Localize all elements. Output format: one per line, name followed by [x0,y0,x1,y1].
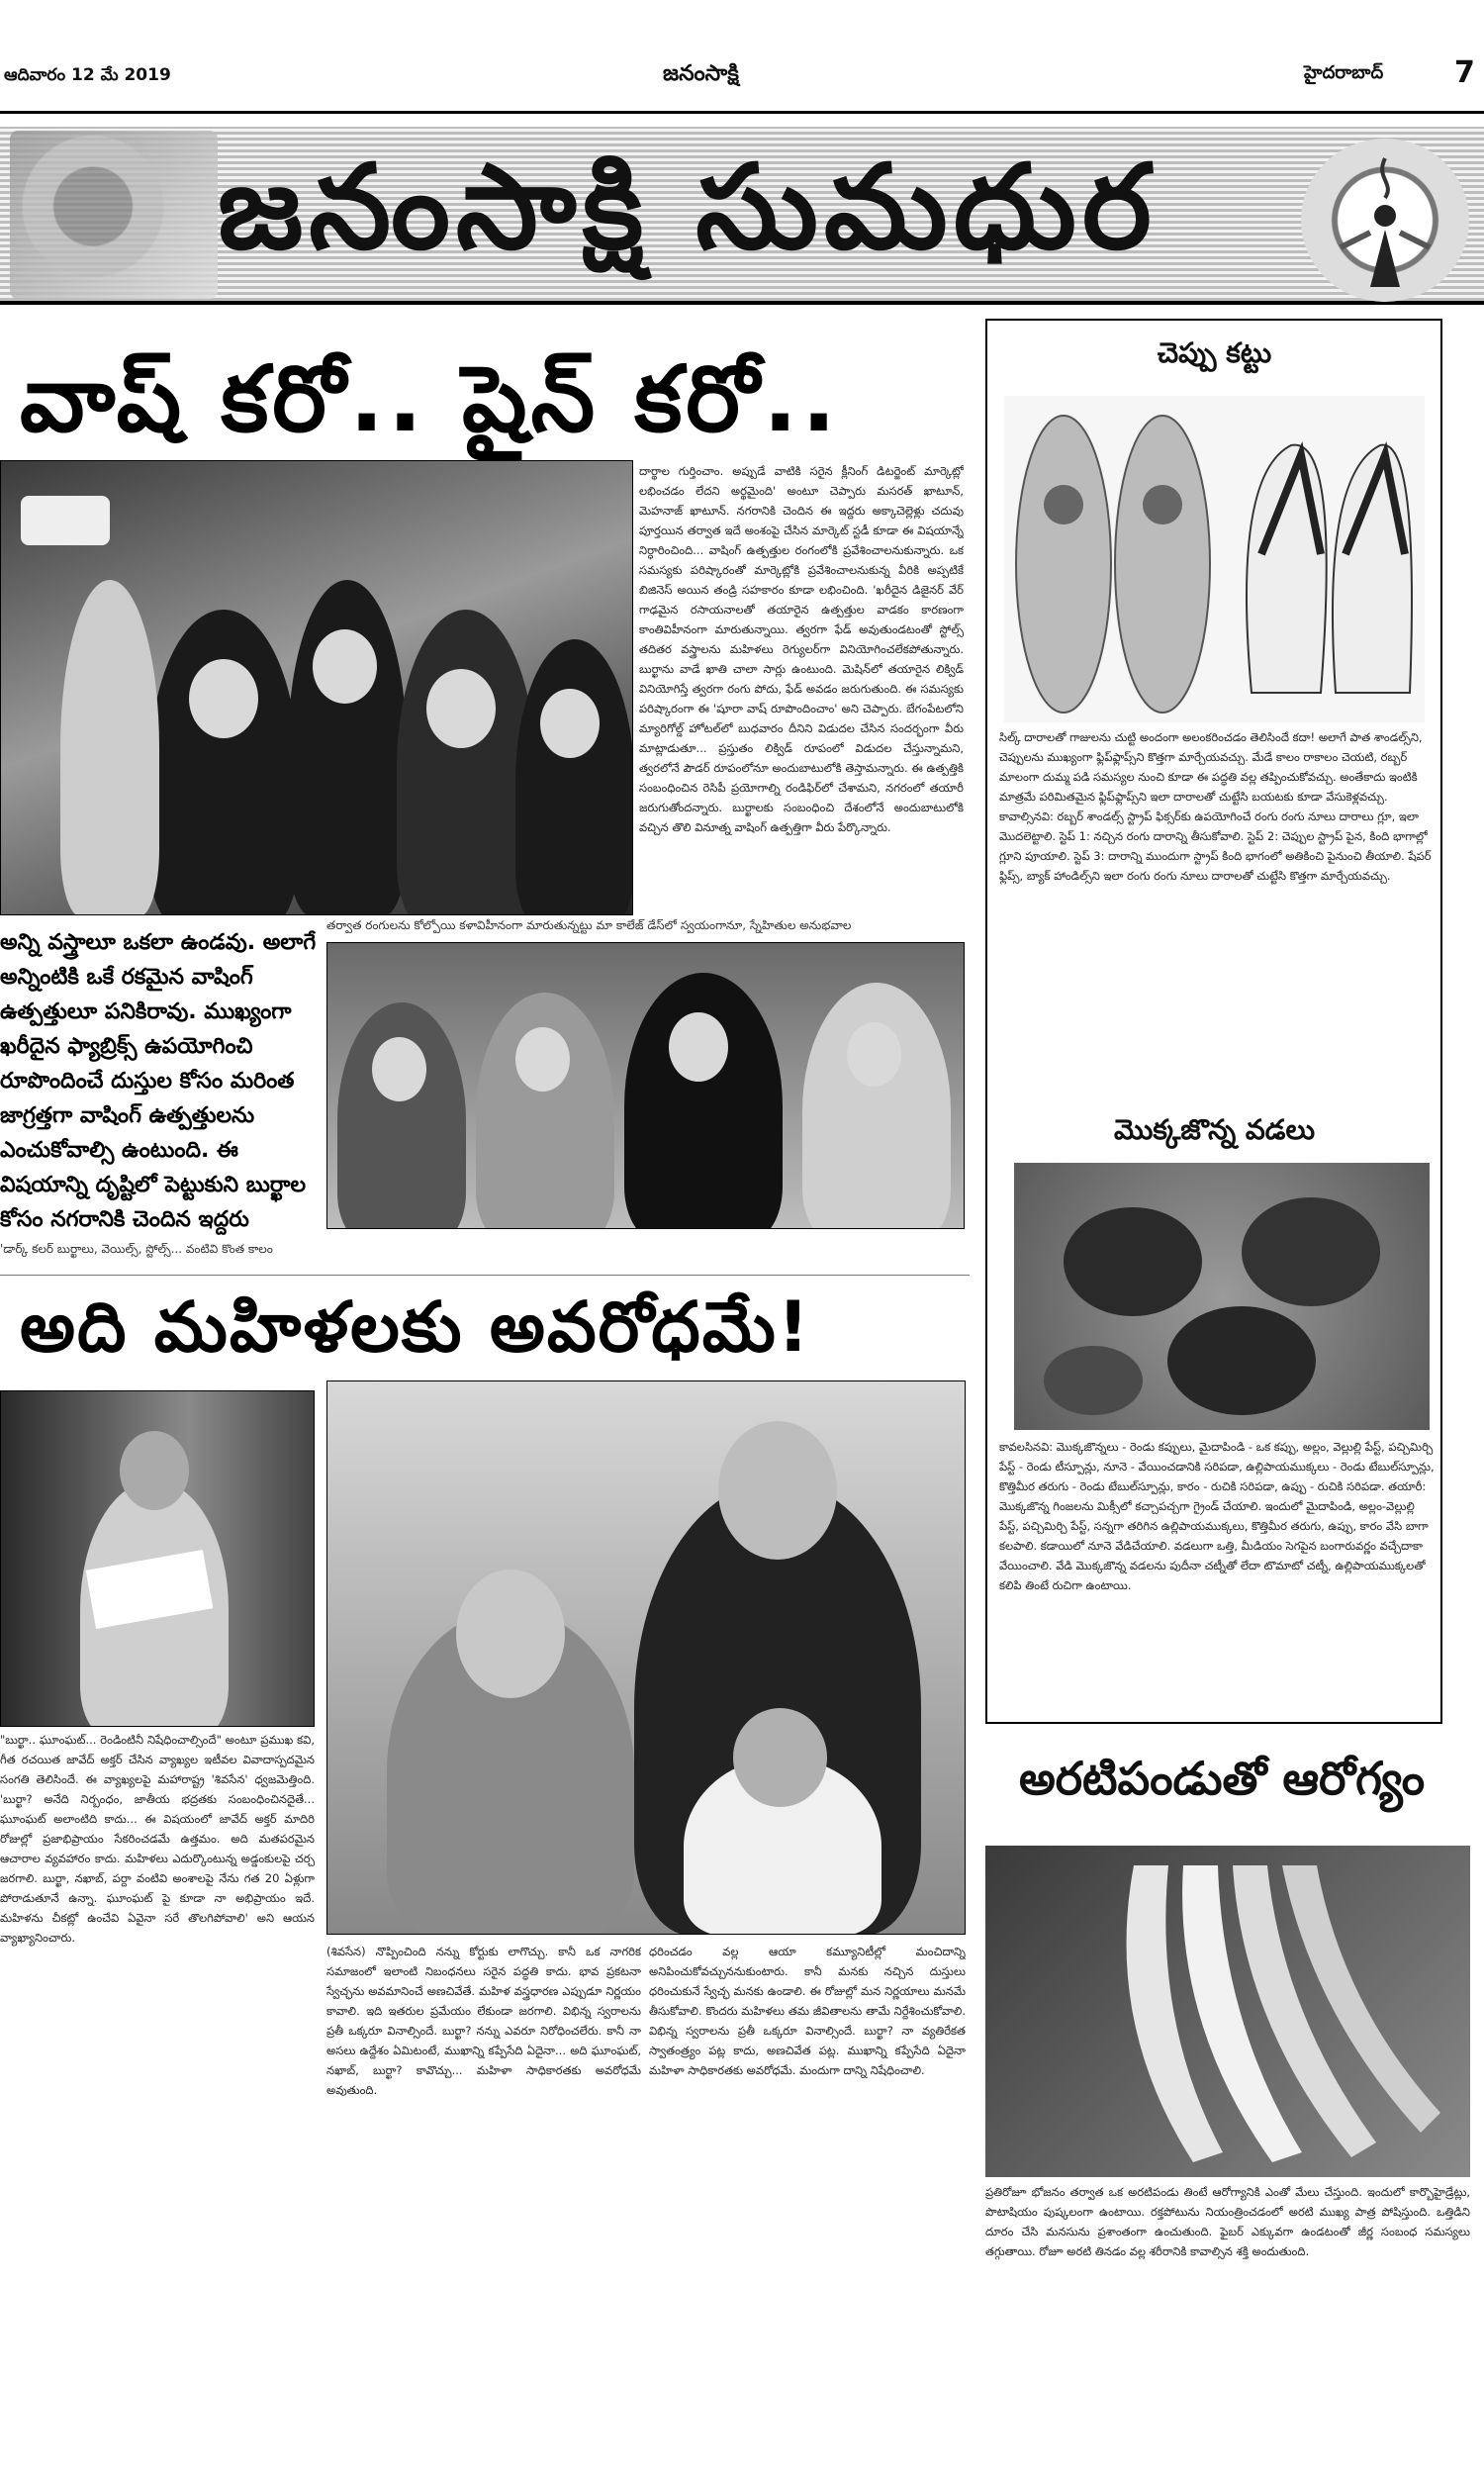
section-title: జనంసాక్షి సుమధుర [218,139,1158,275]
sidebar-title-banana: అరటిపండుతో ఆరోగ్యం [1018,1752,1426,1805]
story2-body-col3: ధరించడం వల్ల ఆయా కమ్యూనిటీల్లో మంచిదాన్ని అనిపించుకోవచ్చుననుకుంటారు. కానీ మనకు నచ్చిన దుస్తులు ధరించుకునే స్వేచ్ఛ మనకు ఉండాలి. ఈ రోజుల్లో మన నిర్ణయాలు మనమే తీసుకోవాలి. కొందరు మహిళలు తమ జీవితాలను తామే నిర్దేశించుకోవాలి. విభిన్న స్వరాలను ప్రతీ ఒక్కరూ వినాల్సిందే. బుర్ఖా? నా వ్యతిరేకత స్వాతంత్ర్యం పట్ల కాదు, అణచివేత పట్ల. ముఖాన్ని కప్పేసేది ఏదైనా మహిళా సాధికారతకు అవరోధమే. మందుగా దాన్ని నిషేధించాలి. [649,1945,966,2077]
selfie-group-photo [0,460,633,915]
sandals-photo [1004,396,1425,722]
corn-vada-photo [1014,1163,1430,1430]
sidebar-title-vada: మొక్కజొన్న వడలు [1113,1113,1316,1146]
story1-caption: తర్వాత రంగులను కోల్పోయి కళావిహీనంగా మారుతున్నట్టు మా కాలేజ్ డేస్‌లో స్వయంగానూ, స్నేహితుల అనుభవాల [326,918,852,932]
story1-lead: అన్ని వస్త్రాలూ ఒకలా ఉండవు. అలాగే అన్నింటికి ఒకే రకమైన వాషింగ్ ఉత్పత్తులూ పనికిరావు. ముఖ్యంగా ఖరీదైన ఫ్యాబ్రిక్స్ ఉపయోగించి రూపొందించే దుస్తుల కోసం మరింత జాగ్రత్తగా వాషింగ్ ఉత్పత్తులను ఎంచుకోవాల్సి ఉంటుంది. ఈ విషయాన్ని దృష్టిలో పెట్టుకుని బుర్ఖాల కోసం నగరానికి చెందిన ఇద్దరు [0,930,317,1232]
story-divider [0,1275,970,1276]
story1-body-col1: దార్థాల గుర్తించాం. అప్పుడే వాటికి సరైన క్లీనింగ్ డిటర్జెంట్ మార్కెట్లో లభించడం లేదని అర్థమైంది' అంటూ చెప్పారు మసరత్ ఖాటూన్, మెహనాజ్ ఖాటూన్. నగరానికి చెందిన ఈ ఇద్దరు అక్కాచెల్లెళ్లు చదువు పూర్తయిన తర్వాత ఇదే అంశంపై చేసిన మార్కెట్ స్టడీ కూడా ఈ విషయాన్నే నిర్ధారించింది... వాషింగ్ ఉత్పత్తుల రంగంలోకి ప్రవేశించాలనుకున్నారు. ఒక సమస్యకు పరిష్కారంతో మార్కెట్లోకి ప్రవేశించాలనుకున్న వీరికి అప్పటికే బిజినెస్ అయిన తండ్రి సహకారం కూడా లభించింది. 'ఖరీదైన డిజైనర్ వేర్ గాఢమైన రసాయనాలతో తయారైన ఉత్పత్తుల వాడకం కారణంగా కాంతివిహీనంగా మారుతున్నాయి. త్వరగా ఫేడ్ అవుతుండటంతో స్టోల్స్ తదితర వస్త్రాలను మహిళలు రెగ్యులర్‌గా వినియోగించలేకపోతున్నారు. బుర్ఖాను వాడే ఖాతి చాలా సార్లు ఉంటుంది. మెషిన్‌లో తయారైన లిక్విడ్ వినియోగిస్తే త్వరగా రంగు పోదు, ఫేడ్ అవడం జరుగుతుంది. ఈ సమస్యకు పరిష్కారంగా ఈ 'షూరా వాష్ రూపొందించాం' అని చెప్పారు. బేగంపేటలోని మ్యారిగోల్డ్ హోటల్‌లో బుధవారం దీనిని విడుదల చేసిన సందర్భంగా వీరు మాట్లాడుతూ... ప్రస్తుతం లిక్విడ్ రూపంలో విడుదల చేస్తున్నామని, త్వరలోనే పౌడర్ రూపంలోనూ అందుబాటులోకి తెస్తామన్నారు. ఈ ఉత్పత్తికి సంబంధించిన రెసిపీ ప్రయోగాల్ని రండిఫిర్‌లో చేశామని, నగరంలో తయారీ జరుగుతోందన్నారు. బుర్ఖాలకు సంబంధించి దేశంలోనే అందుబాటులోకి వచ్చిన తొలి వినూత్న వాషింగ్ ఉత్పత్తిగా వీరు పేర్కొన్నారు. [639,464,964,834]
vada-recipe-text: కావలసినవి: మొక్కజొన్నలు - రెండు కప్పులు, మైదాపిండి - ఒక కప్పు, అల్లం, వెల్లుల్లి పేస్ట్, పచ్చిమిర్చి పేస్ట్ - రెండు టీస్పూన్లు, నూనె - వేయించడానికి సరిపడా, ఉల్లిపాయముక్కలు - రెండు టేబుల్‌స్పూన్లు, కొత్తిమీర తరుగు - రెండు టేబుల్‌స్పూన్లు, కారం - రుచికి సరిపడా, ఉప్పు - రుచికి సరిపడా. తయారీ: మొక్కజొన్న గింజలను మిక్సీలో కచ్చాపచ్చగా గ్రైండ్ చేయాలి. ఇందులో మైదాపిండి, అల్లం-వెల్లుల్లి పేస్ట్, పచ్చిమిర్చి పేస్ట్, సన్నగా తరిగిన ఉల్లిపాయముక్కలు, కొత్తిమీర తరుగు, ఉప్పు, కారం వేసి బాగా కలపాలి. కడాయిలో నూనె వేడిచేయాలి. వడలుగా ఒత్తి, మీడియం సెగపైన బంగారువర్ణం వచ్చేదాకా వేయించాలి. వేడి మొక్కజొన్న వడలను పుదీనా చట్నీతో లేదా టొమాటో చట్నీ, ఉల్లిపాయముక్కలతో కలిపి తింటే రుచిగా ఉంటాయి. [999,1440,1435,1592]
banana-text: ప్రతిరోజూ భోజనం తర్వాత ఒక అరటిపండు తింటే ఆరోగ్యానికి ఎంతో మేలు చేస్తుంది. ఇందులో కార్బొహైడ్రేట్లు, పొటాషియం పుష్కలంగా ఉంటాయి. రక్తపోటును నియంత్రించడంలో అరటి ముఖ్య పాత్ర పోషిస్తుంది. ఒత్తిడిని దూరం చేసి మనసును ప్రశాంతంగా ఉంచుతుంది. ఫైబర్ ఎక్కువగా ఉండటంతో జీర్ణ సంబంధ సమస్యలు తగ్గుతాయి. రోజూ అరటి తినడం వల్ల శరీరానికి కావాల్సిన శక్తి అందుతుంది. [985,2185,1470,2258]
sidebar-title-sandals: చెప్పు కట్టు [1157,336,1272,369]
javed-akhtar-photo [0,1390,315,1727]
newspaper-logo: జనంసాక్షి [663,61,739,86]
issue-date: ఆదివారం 12 మే 2019 [4,65,171,85]
edition-city: హైదరాబాద్ [1304,62,1384,83]
story2-body-col2: (శివసేన) నొప్పించింది నన్ను కోర్టుకు లాగొచ్చు. కానీ ఒక నాగరిక సమాజంలో ఇలాంటి నిబంధనలు సరైన పద్ధతి కాదు. భావ ప్రకటనా స్వేచ్ఛను అవమానించే అణచివేతే. మహిళ వస్త్రధారణ ఎప్పుడూ నిర్ణయం కావాలి. ఇది ఇతరుల ప్రమేయం లేకుండా జరగాలి. విభిన్న స్వరాలను ప్రతీ ఒక్కరూ వినాల్సిందే. బుర్ఖా? నన్ను ఎవరూ నిరోధించలేరు. కానీ నా అసలు ఉద్దేశం ఏమిటంటే, ముఖాన్ని కప్పేసేది ఏదైనా... అది ఘూంఘట్, నఖాబ్, బుర్ఖా? కావొచ్చు... మహిళా సాధికారతకు అవరోధమే అవుతుంది. [326,1945,641,2097]
sisters-launch-photo [326,942,965,1229]
page-number: 7 [1454,55,1475,90]
shabana-javed-family-photo [326,1380,966,1935]
story1-headline: వాష్ కరో.. షైన్ కరో.. [20,346,841,452]
sandals-text: సిల్క్ దారాలతో గాజులను చుట్టి అందంగా అలంకరించడం తెలిసిందే కదా! అలాగే పాత శాండల్స్‌ని, చెప్పులను ముఖ్యంగా ఫ్లిప్‌ఫ్లాప్స్‌ని కొత్తగా మార్చేయవచ్చు. మేడే కాలం రాకాలం చెయటి, రబ్బర్ మాలంగా దుమ్మ పడి సమస్యల నుంచి కూడా ఈ పద్ధతి వల్ల తప్పించుకోవచ్చు. అంతేకాదు ఇంటికి మాత్రమే పరిమితమైన ఫ్లిప్‌ఫ్లాప్స్‌ని ఇలా దారాలతో చుట్టేసి బయటకు కూడా వేసుకెళ్లవచ్చు. కావాల్సినవి: రబ్బర్ శాండల్స్ స్ట్రాప్ ఫిక్సర్‌కు ఉపయోగించే రంగు రంగు నూలు దారాలు గ్లూ, ఇలా మొదలెట్టాలి. స్టెప్ 1: నచ్చిన రంగు దారాన్ని తీసుకోవాలి. స్టెప్ 2: చెప్పుల స్ట్రాప్ పైన, కింది భాగాల్లో గ్లూని పూయాలి. స్టెప్ 3: దారాన్ని ముందుగా స్ట్రాప్ కింది భాగంలో అతికించి పైనుంచి తీయాలి. షేపర్ ఫ్లిప్స్, బ్యాక్ హాండిల్స్‌ని ఇలా రంగు రంగు నూలు దారాలతో చుట్టేసి కొత్తగా మార్చేయవచ్చు. [999,730,1432,883]
bananas-photo [985,1846,1470,2177]
women-emblem-icon [1301,139,1469,302]
masthead-rule [0,111,1484,114]
story2-body-col1: "బుర్ఖా.. ఘూంఘట్... రెండింటినీ నిషేధించాల్సిందే" అంటూ ప్రముఖ కవి, గీత రచయిత జావేద్ అక్తర్ చేసిన వ్యాఖ్యల ఇటీవల వివాదాస్పదమైన సంగతి తెలిసిందే. ఈ వ్యాఖ్యలపై మహారాష్ట్ర 'శివసేన' ధ్వజమెత్తింది. 'బుర్ఖా? అనేది నిర్బంధం, జాతీయ భద్రతకు సంబంధించినదైతే... ఘూంఘట్ అలాంటిది కాదు... ఈ విషయంలో జావేద్ అక్తర్ మాదిరి రోజుల్లో ప్రజాభిప్రాయం సేకరించడమే ఉత్తమం. అది మతపరమైన ఆచారాల వ్యవహారం కాదు. మహిళలు ఎదుర్కొంటున్న అడ్డంకులపై చర్చ జరగాలి. బుర్ఖా, నఖాబ్, పర్దా వంటివి అంశాలపై నేను గత 20 ఏళ్లుగా పోరాడుతూనే ఉన్నా. ఘూంఘట్ పై కూడా నా అభిప్రాయం ఇదే. మహిళను చీకట్లో ఉంచేవి ఏవైనా సరే తొలగిపోవాలి' అని ఆయన వ్యాఖ్యానించారు. [0,1733,315,1945]
story1-lead-tail: 'డార్క్ కలర్ బుర్ఖాలు, వెయిల్స్, స్టోల్స్... వంటివి కొంత కాలం [0,1242,273,1256]
story2-headline: అది మహిళలకు అవరోధమే! [20,1286,811,1368]
banner-illustration [10,131,218,299]
